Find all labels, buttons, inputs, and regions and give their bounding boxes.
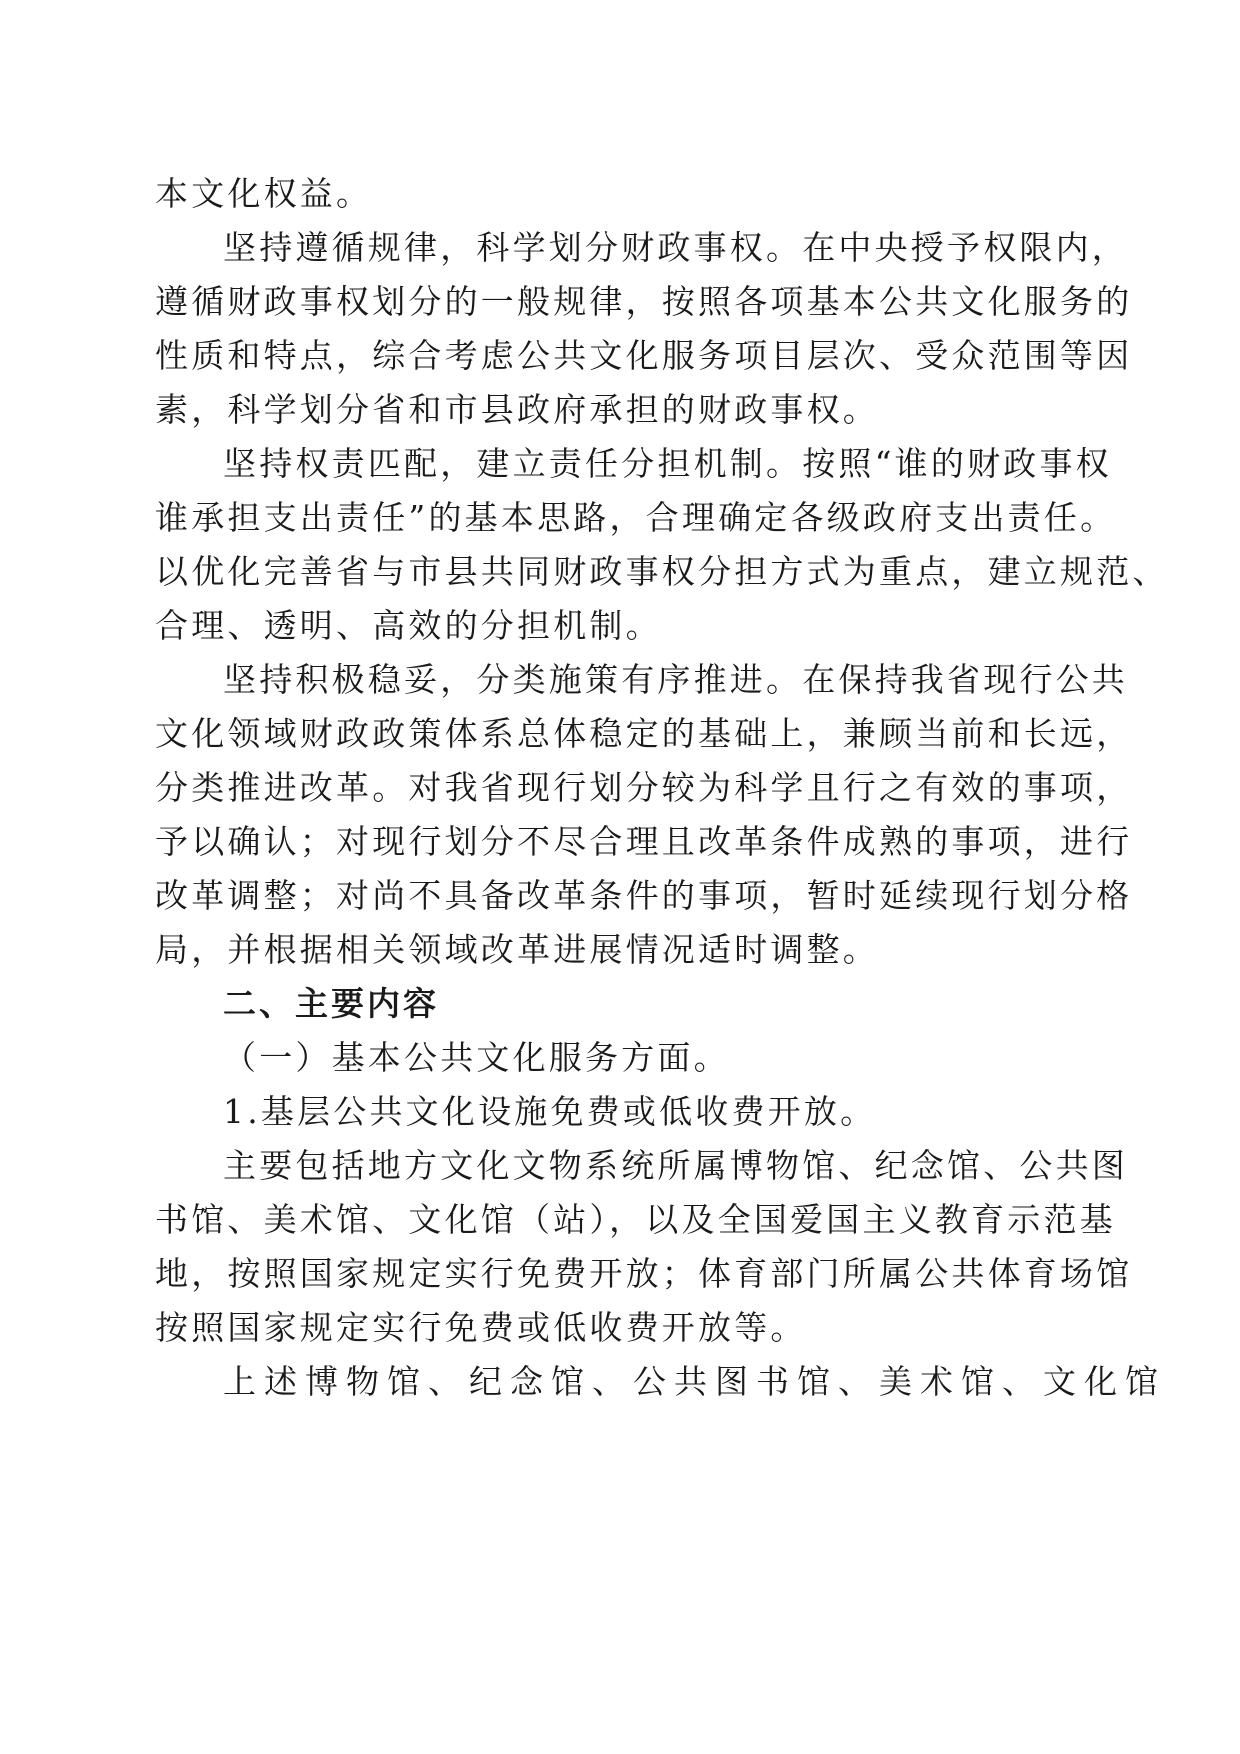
text-line: 局，并根据相关领域改革进展情况适时调整。: [155, 930, 879, 969]
section-heading: 二、主要内容: [223, 984, 439, 1023]
paragraph-first-line: 主要包括地方文化文物系统所属博物馆、纪念馆、公共图: [223, 1146, 1128, 1185]
paragraph-first-line: 坚持遵循规律，科学划分财政事权。在中央授予权限内，: [223, 228, 1128, 267]
text-line: 改革调整；对尚不具备改革条件的事项，暂时延续现行划分格: [155, 876, 1133, 915]
paragraph-first-line: 坚持积极稳妥，分类施策有序推进。在保持我省现行公共: [223, 660, 1128, 699]
text-line: 书馆、美术馆、文化馆（站），以及全国爱国主义教育示范基: [155, 1200, 1116, 1239]
paragraph-first-line: 坚持权责匹配，建立责任分担机制。按照“谁的财政事权: [223, 444, 1112, 483]
text-line: 按照国家规定实行免费或低收费开放等。: [155, 1308, 807, 1347]
text-line: 本文化权益。: [155, 174, 373, 213]
text-line: 性质和特点，综合考虑公共文化服务项目层次、受众范围等因: [155, 336, 1133, 375]
item-heading: 1.基层公共文化设施免费或低收费开放。: [223, 1092, 877, 1131]
text-line: 予以确认；对现行划分不尽合理且改革条件成熟的事项，进行: [155, 822, 1133, 861]
text-line: 文化领域财政政策体系总体稳定的基础上，兼顾当前和长远，: [155, 714, 1133, 753]
text-line: 以优化完善省与市县共同财政事权分担方式为重点，建立规范、: [155, 552, 1169, 591]
text-line: 合理、透明、高效的分担机制。: [155, 606, 662, 645]
text-line: 谁承担支出责任”的基本思路，合理确定各级政府支出责任。: [155, 498, 1117, 537]
text-line: 分类推进改革。对我省现行划分较为科学且行之有效的事项，: [155, 768, 1133, 807]
text-line: 地，按照国家规定实行免费开放；体育部门所属公共体育场馆: [155, 1254, 1133, 1293]
subsection-heading: （一）基本公共文化服务方面。: [223, 1038, 730, 1077]
text-line: 素，科学划分省和市县政府承担的财政事权。: [155, 390, 879, 429]
paragraph-first-line: 上述博物馆、纪念馆、公共图书馆、美术馆、文化馆: [223, 1362, 1166, 1401]
text-line: 遵循财政事权划分的一般规律，按照各项基本公共文化服务的: [155, 282, 1133, 321]
